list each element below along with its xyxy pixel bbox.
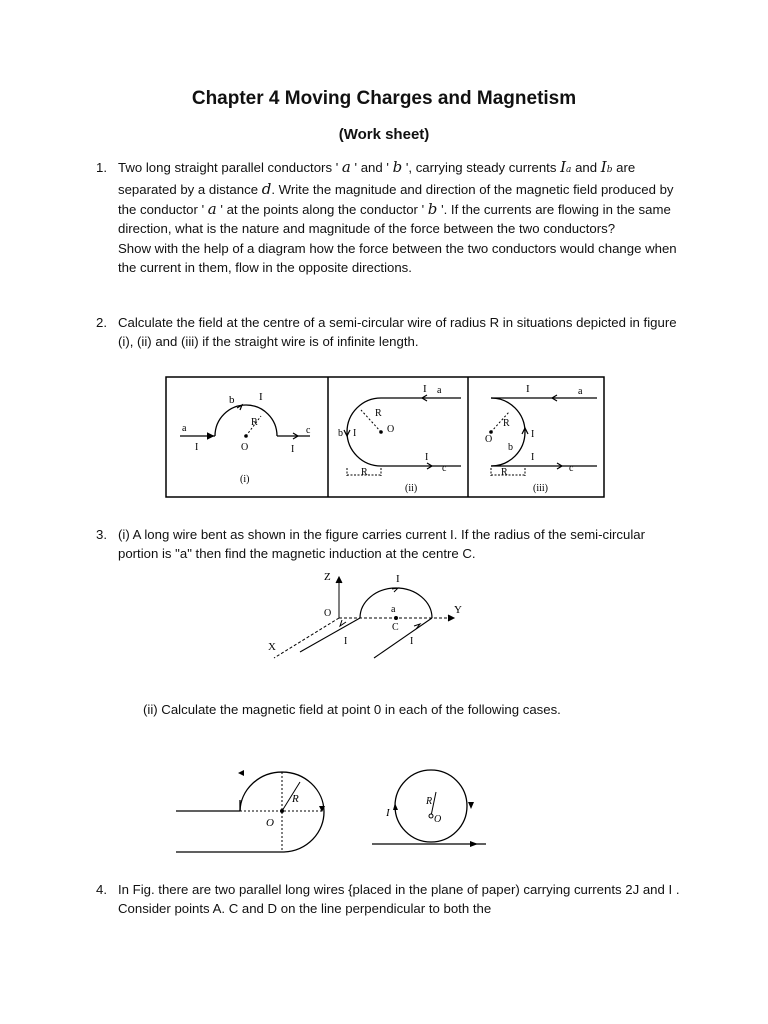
label-I-b: I — [353, 428, 357, 439]
panel-ii — [338, 383, 461, 494]
label-O: O — [387, 424, 395, 435]
label-a: a — [182, 423, 187, 434]
panel-i — [180, 391, 311, 485]
caption-ii: (ii) — [405, 483, 418, 494]
label-I-left: I — [195, 442, 199, 453]
label-Z: Z — [324, 571, 331, 583]
label-O: O — [485, 434, 493, 445]
caption-iii: (iii) — [533, 483, 548, 494]
question-number: 1. — [96, 160, 107, 175]
label-a: a — [391, 604, 396, 615]
question-1 — [96, 158, 683, 277]
label-I-right: I — [291, 444, 295, 455]
question-text: Calculate the field at the centre of a semi-circular wire of radius R in situations depicted in figure (i), (ii) and (iii) if the straight wire is of infinite length. — [118, 315, 677, 350]
question-3-part-ii — [143, 700, 708, 719]
label-C: C — [392, 622, 399, 633]
label-Y: Y — [454, 604, 462, 616]
label-a: a — [578, 386, 583, 397]
label-c: c — [442, 463, 447, 474]
label-I-c: I — [425, 452, 429, 463]
label-R-dim: R — [361, 467, 368, 478]
label-I: I — [423, 383, 427, 395]
label-R2: R — [426, 796, 433, 807]
label-I-1: I — [344, 636, 348, 647]
question-text: (ii) Calculate the magnetic field at point 0 in each of the following cases. — [143, 702, 561, 717]
label-b: b — [508, 442, 513, 453]
label-I-2: I — [410, 636, 414, 647]
label-R: R — [503, 418, 510, 429]
label-O1: O — [266, 817, 274, 829]
question-number: 4. — [96, 882, 107, 897]
figure-bent-wire-3d — [262, 568, 482, 660]
label-I: I — [259, 391, 263, 403]
label-a: a — [437, 385, 442, 396]
label-b: b — [338, 428, 343, 439]
label-b: b — [229, 394, 235, 406]
page-subtitle: (Work sheet) — [338, 126, 430, 143]
label-O: O — [241, 442, 249, 453]
question-3 — [96, 525, 683, 564]
label-I2: I — [386, 807, 390, 819]
caption-i: (i) — [240, 474, 250, 485]
question-text-continued: Show with the help of a diagram how the force between the two conductors would change when the current in them, flow in the opposite directions. — [118, 240, 677, 276]
label-O2: O — [434, 814, 442, 825]
label-R: R — [375, 408, 382, 419]
question-number: 2. — [96, 315, 107, 330]
page-title: Chapter 4 Moving Charges and Magnetism — [191, 88, 577, 109]
label-I: I — [526, 383, 530, 395]
question-2 — [96, 313, 683, 352]
question-text: Two long straight parallel conductors ' a ' and ' b ', carrying steady currents Ia and Ib are separated by a distance d. Write the magnitude and direction of the magnetic field produced by the conductor ' a ' at the points along the conductor ' b '. If the currents are flowing in the same direction, what is the nature and magnitude of the force between the two conductors? — [118, 158, 674, 237]
label-R-dim: R — [501, 467, 508, 478]
label-I-top: I — [396, 573, 400, 585]
question-text: In Fig. there are two parallel long wires {placed in the plane of paper) carrying currents 2J and I . Consider points A. C and D on the line perpendicular to both the — [118, 882, 680, 917]
label-O: O — [324, 608, 332, 619]
label-c: c — [306, 425, 311, 436]
panel-iii — [485, 383, 597, 494]
figure-circular-loops — [174, 760, 494, 860]
question-number: 3. — [96, 527, 107, 542]
label-R1: R — [292, 793, 299, 805]
question-text: (i) A long wire bent as shown in the figure carries current I. If the radius of the semi-circular portion is "a" then find the magnetic induction at the centre C. — [118, 527, 645, 562]
figure-semicircle-panels — [165, 376, 605, 498]
question-4 — [96, 880, 683, 919]
label-I-c: I — [531, 452, 535, 463]
label-I-b: I — [531, 429, 535, 440]
label-c: c — [569, 463, 574, 474]
label-R: R — [251, 417, 258, 428]
label-X: X — [268, 641, 276, 653]
